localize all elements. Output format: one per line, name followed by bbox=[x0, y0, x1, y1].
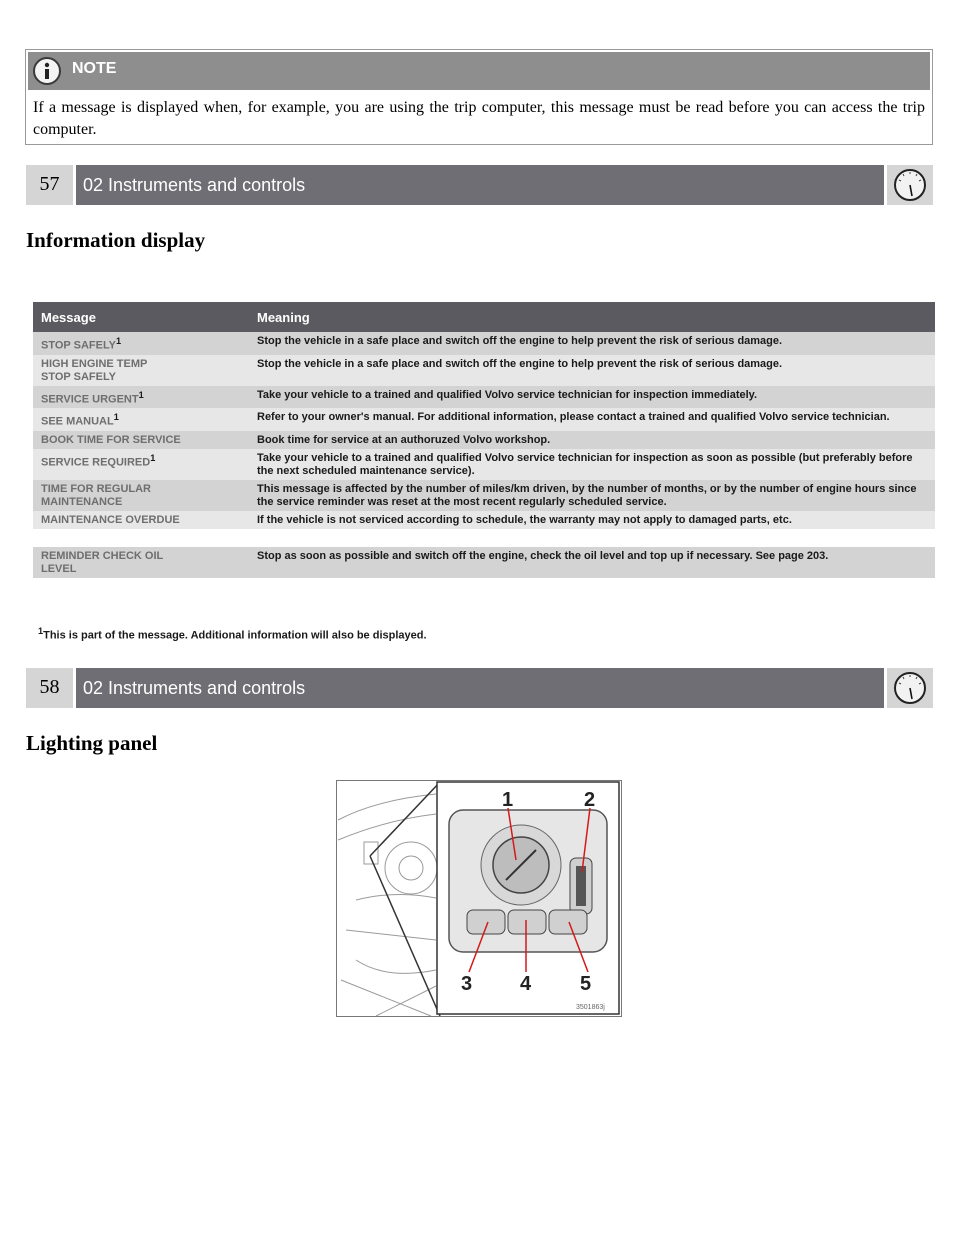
meaning-cell: Take your vehicle to a trained and qualified Volvo service technician for inspection as soon as possible (but preferably before the next scheduled maintenance service). bbox=[249, 449, 935, 480]
chapter-title-bar bbox=[76, 668, 884, 708]
callout-4: 4 bbox=[520, 973, 532, 995]
message-cell: SERVICE REQUIRED$^1$ bbox=[33, 449, 249, 480]
lighting-panel-figure bbox=[336, 780, 622, 1017]
table-row bbox=[33, 408, 935, 431]
note-box bbox=[25, 49, 933, 145]
meaning-cell: This message is affected by the number of miles/km driven, by the number of months, or by the number of engine hours since the service reminder was reset at the most recent regularly scheduled service. bbox=[249, 480, 935, 511]
callout-2: 2 bbox=[584, 789, 596, 811]
column-header-meaning: Meaning bbox=[249, 302, 935, 332]
gauge-icon bbox=[887, 668, 933, 708]
callout-1: 1 bbox=[502, 789, 514, 811]
meaning-cell: Stop the vehicle in a safe place and switch off the engine to help prevent the risk of serious damage. bbox=[249, 332, 935, 355]
table-row bbox=[33, 355, 935, 386]
meaning-cell: Stop as soon as possible and switch off the engine, check the oil level and top up if necessary. See page 203. bbox=[249, 547, 935, 578]
note-title: NOTE bbox=[72, 60, 117, 77]
chapter-title: 02 Instruments and controls bbox=[83, 175, 306, 195]
lighting-panel-illustration bbox=[336, 780, 622, 1017]
table-row bbox=[33, 480, 935, 511]
meaning-cell: Refer to your owner's manual. For additional information, please contact a trained and qualified Volvo service technician. bbox=[249, 408, 935, 431]
section-heading-lighting-panel: Lighting panel bbox=[26, 731, 158, 755]
message-cell: MAINTENANCE OVERDUE bbox=[33, 511, 249, 529]
note-header bbox=[28, 52, 930, 90]
table-row bbox=[33, 547, 935, 578]
figure-code: 3501863j bbox=[576, 1004, 605, 1011]
callout-5: 5 bbox=[580, 973, 592, 995]
message-cell: SERVICE URGENT$^1$ bbox=[33, 386, 249, 409]
table-row bbox=[33, 386, 935, 409]
info-icon bbox=[33, 57, 61, 85]
meaning-cell: Take your vehicle to a trained and qualified Volvo service technician for inspection immediately. bbox=[249, 386, 935, 409]
table-row bbox=[33, 431, 935, 449]
section-heading-information-display: Information display bbox=[26, 228, 206, 252]
chapter-bar-57 bbox=[26, 165, 933, 205]
gauge-icon bbox=[887, 165, 933, 205]
column-header-message: Message bbox=[33, 302, 249, 332]
page-number: 57 bbox=[26, 165, 73, 205]
message-cell: SEE MANUAL$^1$ bbox=[33, 408, 249, 431]
note-text: If a message is displayed when, for example, you are using the trip computer, this message must be read before you can access the trip computer. bbox=[33, 99, 925, 138]
table-footnote: $^1$This is part of the message. Additional information will also be displayed. bbox=[38, 626, 427, 642]
meaning-cell: Stop the vehicle in a safe place and switch off the engine to help prevent the risk of serious damage. bbox=[249, 355, 935, 386]
table-row bbox=[33, 332, 935, 355]
table-spacer-row bbox=[33, 529, 935, 547]
meaning-cell: Book time for service at an authoruzed Volvo workshop. bbox=[249, 431, 935, 449]
chapter-title: 02 Instruments and controls bbox=[83, 678, 306, 698]
meaning-cell: If the vehicle is not serviced according to schedule, the warranty may not apply to damaged parts, etc. bbox=[249, 511, 935, 529]
callout-3: 3 bbox=[461, 973, 473, 995]
message-cell: STOP SAFELY$^1$ bbox=[33, 332, 249, 355]
message-cell: TIME FOR REGULAR MAINTENANCE bbox=[33, 480, 249, 511]
page-number: 58 bbox=[26, 668, 73, 708]
chapter-bar-58 bbox=[26, 668, 933, 708]
table-row bbox=[33, 511, 935, 529]
message-table bbox=[33, 302, 935, 578]
message-cell: HIGH ENGINE TEMP STOP SAFELY bbox=[33, 355, 249, 386]
message-cell: REMINDER CHECK OIL LEVEL bbox=[33, 547, 249, 578]
chapter-title-bar bbox=[76, 165, 884, 205]
table-header-row bbox=[33, 302, 935, 332]
table-row bbox=[33, 449, 935, 480]
message-cell: BOOK TIME FOR SERVICE bbox=[33, 431, 249, 449]
